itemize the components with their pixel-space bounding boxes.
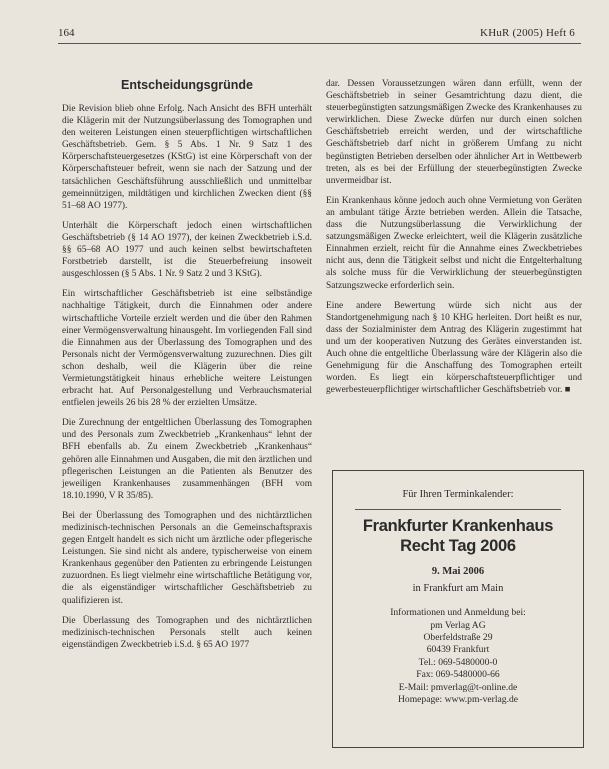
- paragraph: dar. Dessen Voraussetzungen wären dann erfüllt, wenn der Geschäftsbetrieb in seiner Gesamtrichtung dazu dient, die steuerbegünstigten satzungsmäßigen Zwecke des Krankenhauses zu verwirklichen. Diese Zwecke dürfen nur durch einen solchen Geschäftsbetrieb erreicht werden, und der wirtschaftliche Geschäftsbetrieb darf nicht in größerem Umfang zu nicht begünstigten Betrieben derselben oder ähnlicher Art in Wettbewerb treten, als es bei der Erfüllung der steuerbegünstigten Zwecke unvermeidbar ist.: [326, 79, 582, 186]
- paragraph: Eine andere Bewertung würde sich nicht aus der Standortgenehmigung nach § 10 KHG herleiten. Dort heißt es nur, dass der Sozialminister dem Antrag des Klägerin zugestimmt hat und um der kooperativen Nutzung des Gerätes einverstanden ist. Auch ohne die entgeltliche Überlassung wäre der Klägerin also die Genehmigung für die Anschaffung des Tomographen erteilt worden. Es liegt ein körperschaftsteuerpflichtiger und gewerbesteuerpflichtiger wirtschaftlicher Geschäftsbetrieb vor. ■: [326, 300, 582, 396]
- journal-reference: KHuR (2005) Heft 6: [480, 27, 575, 39]
- paragraph: Bei der Überlassung des Tomographen und des nichtärztlichen medizinisch-technischen Personals an die Gemeinschaftspraxis gegen Entgelt handelt es sich nicht um ärztliche oder pflegerische Leistungen. Sie sind nicht als andere, typischerweise von einem Krankenhaus gegenüber den Patienten zu erbringende Leistungen zuzuordnen. Es liegt vielmehr eine wirtschaftliche Betätigung vor, die als eigenständiger wirtschaftlicher Geschäftsbetrieb zu qualifizieren ist.: [62, 510, 312, 606]
- paragraph: Ein Krankenhaus könne jedoch auch ohne Vermietung von Geräten an ambulant tätige Ärzte betrieben werden. Allein die Tatsache, dass die Nutzungsüberlassung die Verwirklichung der satzungsmäßigen Zwecke erleichtert, weil die Klägerin zusätzliche Einnahmen erzielt, reicht für die Annahme eines Zweckbetriebes nicht aus, denn die Tätigkeit selbst und nicht die Entgelterhaltung als solche muss für die Verwirklichung der steuerbegünstigten Satzungszwecke erforderlich sein.: [326, 195, 582, 291]
- contact-line: Fax: 069-5480000-66: [416, 669, 500, 681]
- ad-intro: Für Ihren Terminkalender:: [402, 489, 514, 500]
- left-column: [62, 103, 312, 659]
- contact-line: E-Mail: pmverlag@t-online.de: [398, 681, 518, 693]
- contact-line: Homepage: www.pm-verlag.de: [397, 694, 519, 706]
- contact-line: Oberfeldstraße 29: [423, 632, 493, 644]
- contact-line: 60439 Frankfurt: [426, 644, 490, 656]
- event-title-line-2: Recht Tag 2006: [400, 537, 516, 556]
- paragraph: Unterhält die Körperschaft jedoch einen wirtschaftlichen Geschäftsbetrieb (§ 14 AO 1977), der keinen Zweckbetrieb i.S.d. §§ 65–68 AO 1977 und auch keinen selbst bewirtschafteten Forstbetrieb darstellt, ist die Steuerbefreiung insoweit ausgeschlossen (§ 5 Abs. 1 Nr. 9 Satz 2 und 3 KStG).: [62, 220, 312, 280]
- info-heading: Informationen und Anmeldung bei:: [390, 607, 526, 619]
- event-title: [333, 516, 583, 556]
- event-date: 9. Mai 2006: [431, 566, 485, 578]
- right-column: [326, 78, 582, 404]
- paragraph: Die Überlassung des Tomographen und des nichtärztlichen medizinisch-technischen Personals stellt auch keinen eigenständigen Zweckbetrieb i.S.d. § 65 AO 1977: [62, 615, 312, 650]
- ad-divider: [355, 509, 561, 510]
- event-title-line-1: Frankfurter Krankenhaus: [362, 517, 554, 536]
- header-rule: [58, 43, 581, 44]
- page-number: 164: [58, 27, 75, 39]
- contact-line: Tel.: 069-5480000-0: [418, 656, 498, 668]
- event-place: in Frankfurt am Main: [412, 582, 504, 594]
- event-advertisement: [332, 470, 584, 748]
- section-title: Entscheidungsgründe: [121, 78, 253, 92]
- contact-info: [333, 607, 583, 706]
- paragraph: Die Revision blieb ohne Erfolg. Nach Ansicht des BFH unterhält die Klägerin mit der Nutzungsüberlassung des Tomographen und den weiteren Leistungen einen steuerpflichtigen wirtschaftlichen Geschäftsbetrieb. Gem. § 5 Abs. 1 Nr. 9 Satz 1 des Körperschaftsteuergesetzes (KStG) ist eine Körperschaft von der Körperschaftsteuer befreit, wenn sie nach der Satzung und der tatsächlichen Geschäftsführung ausschließlich und unmittelbar gemeinnützigen, mildtätigen und kirchlichen Zwecken dient (§§ 51–68 AO 1977).: [62, 104, 312, 211]
- paragraph: Die Zurechnung der entgeltlichen Überlassung des Tomographen und des Personals zum Zweckbetrieb „Krankenhaus“ lehnt der BFH ebenfalls ab. Zu einem Zweckbetrieb „Krankenhaus“ gehören alle Einnahmen und Ausgaben, die mit den ärztlichen und pflegerischen Leistungen an die Patienten als Benutzer des jeweiligen Krankenhauses zusammenhängen (BFH vom 18.10.1990, V R 35/85).: [62, 418, 312, 501]
- paragraph: Ein wirtschaftlicher Geschäftsbetrieb ist eine selbständige nachhaltige Tätigkeit, durch die Einnahmen oder andere wirtschaftliche Vorteile erzielt werden und die über den Rahmen einer Vermögensverwaltung hinausgeht. Im vorliegenden Fall sind die Einnahmen aus der Überlassung des Tomographen und des Personals nicht der Vermögensverwaltung zuzurechnen. Dies gilt schon deshalb, weil die Klägerin über die reine Vermietungstätigkeit hinaus erhebliche weitere Leistungen erbracht hat. Auf Personalgestellung und Verbrauchsmaterial entfielen jeweils 26 bis 28 % der erzielten Umsätze.: [62, 289, 312, 409]
- contact-line: pm Verlag AG: [430, 619, 486, 631]
